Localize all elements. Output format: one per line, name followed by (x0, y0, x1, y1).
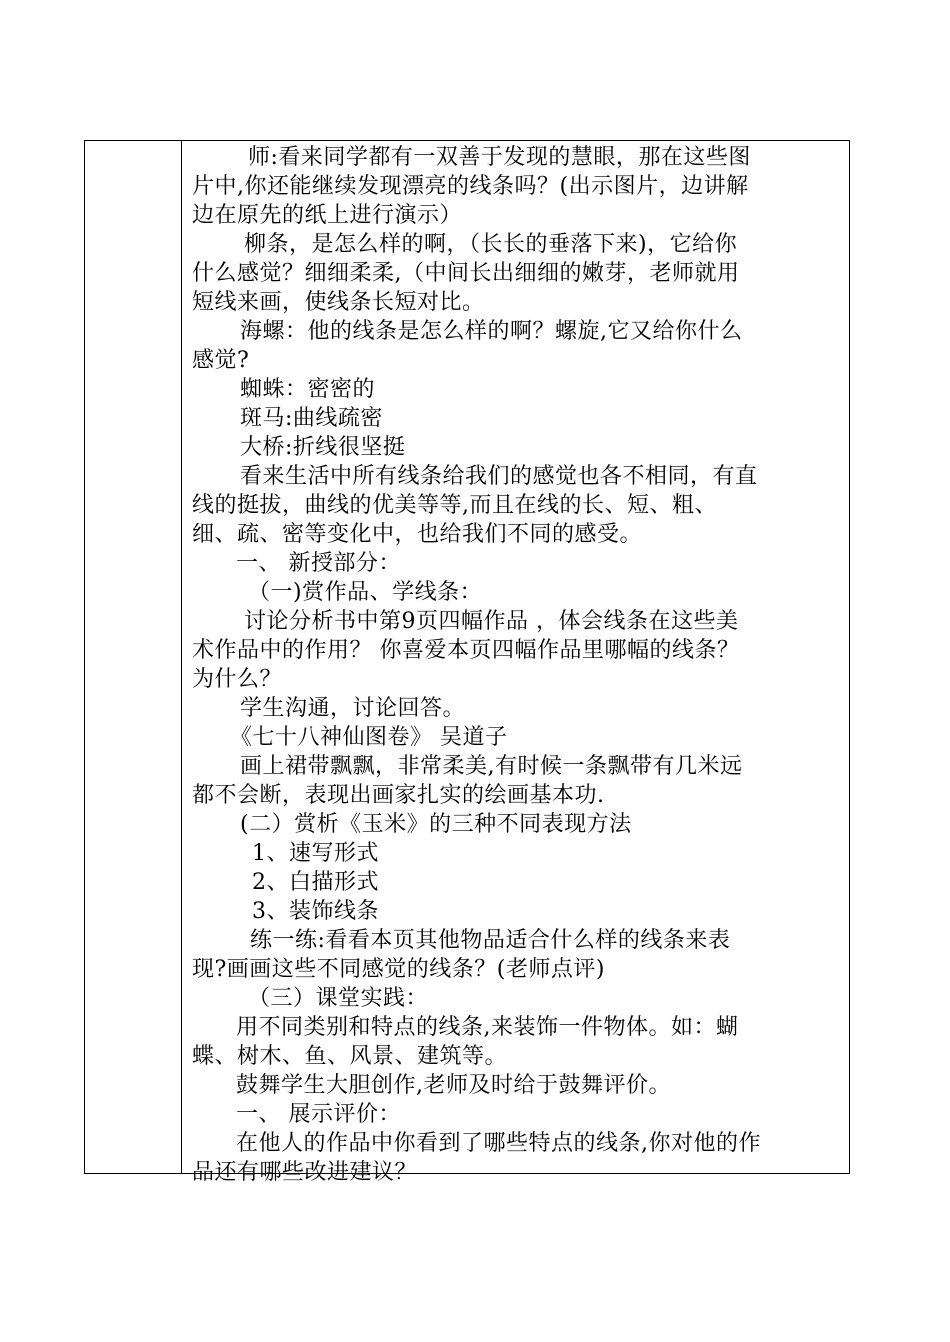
lesson-table (84, 140, 850, 1185)
text-line: 海螺：他的线条是怎么样的啊？螺旋,它又给你什么 (240, 319, 743, 344)
text-line: 师:看来同学都有一双善于发现的慧眼，那在这些图 (248, 145, 751, 170)
subsection-heading: （三）课堂实践： (248, 986, 429, 1011)
column-divider (181, 141, 182, 1173)
text-line: 边在原先的纸上进行演示） (192, 203, 463, 228)
text-line: 讨论分析书中第9页四幅作品 ，体会线条在这些美 (244, 609, 739, 634)
list-item: 3、装饰线条 (252, 899, 379, 924)
text-line: 都不会断，表现出画家扎实的绘画基本功. (192, 783, 605, 808)
text-line: 练一练:看看本页其他物品适合什么样的线条来表 (250, 928, 731, 953)
text-line: 鼓舞学生大胆创作,老师及时给于鼓舞评价。 (236, 1073, 671, 1098)
text-line: 什么感觉？细细柔柔,（中间长出细细的嫩芽，老师就用 (192, 261, 740, 286)
text-line: 大桥:折线很坚挺 (240, 435, 406, 460)
text-line: 术作品中的作用？ 你喜爱本页四幅作品里哪幅的线条？ (192, 638, 740, 663)
text-line: 学生沟通，讨论回答。 (240, 696, 466, 721)
text-line: 用不同类别和特点的线条,来装饰一件物体。如：蝴 (236, 1015, 739, 1040)
section-heading: 一、 展示评价： (236, 1102, 401, 1127)
text-line: 感觉? (192, 348, 250, 373)
text-line: 斑马:曲线疏密 (240, 406, 383, 431)
text-line: 柳条，是怎么样的啊，（长长的垂落下来)，它给你 (244, 232, 738, 257)
text-line: 《七十八神仙图卷》 吴道子 (230, 725, 508, 750)
text-line: 为什么？ (192, 667, 283, 692)
text-line: 短线来画，使线条长短对比。 (192, 290, 485, 315)
text-line: 现?画画这些不同感觉的线条？(老师点评) (192, 957, 605, 982)
text-line: 片中,你还能继续发现漂亮的线条吗？(出示图片，边讲解 (192, 174, 749, 199)
text-line: 蜘蛛：密密的 (240, 377, 376, 402)
text-line: 画上裙带飘飘，非常柔美,有时候一条飘带有几米远 (240, 754, 743, 779)
text-line: 品还有哪些改进建议？ (192, 1160, 418, 1185)
subsection-heading: (二）赏析《玉米》的三种不同表现方法 (240, 812, 632, 837)
subsection-heading: （一)赏作品、学线条： (248, 580, 483, 605)
list-item: 2、白描形式 (252, 870, 379, 895)
list-item: 1、速写形式 (252, 841, 379, 866)
text-line: 蝶、树木、鱼、风景、建筑等。 (192, 1044, 508, 1069)
text-line: 看来生活中所有线条给我们的感觉也各不相同，有直 (240, 464, 758, 489)
text-line: 细、疏、密等变化中，也给我们不同的感受。 (192, 522, 643, 547)
text-line: 在他人的作品中你看到了哪些特点的线条,你对他的作 (236, 1131, 761, 1156)
text-line: 线的挺拔，曲线的优美等等,而且在线的长、短、粗、 (192, 493, 717, 518)
section-heading: 一、 新授部分： (236, 551, 401, 576)
